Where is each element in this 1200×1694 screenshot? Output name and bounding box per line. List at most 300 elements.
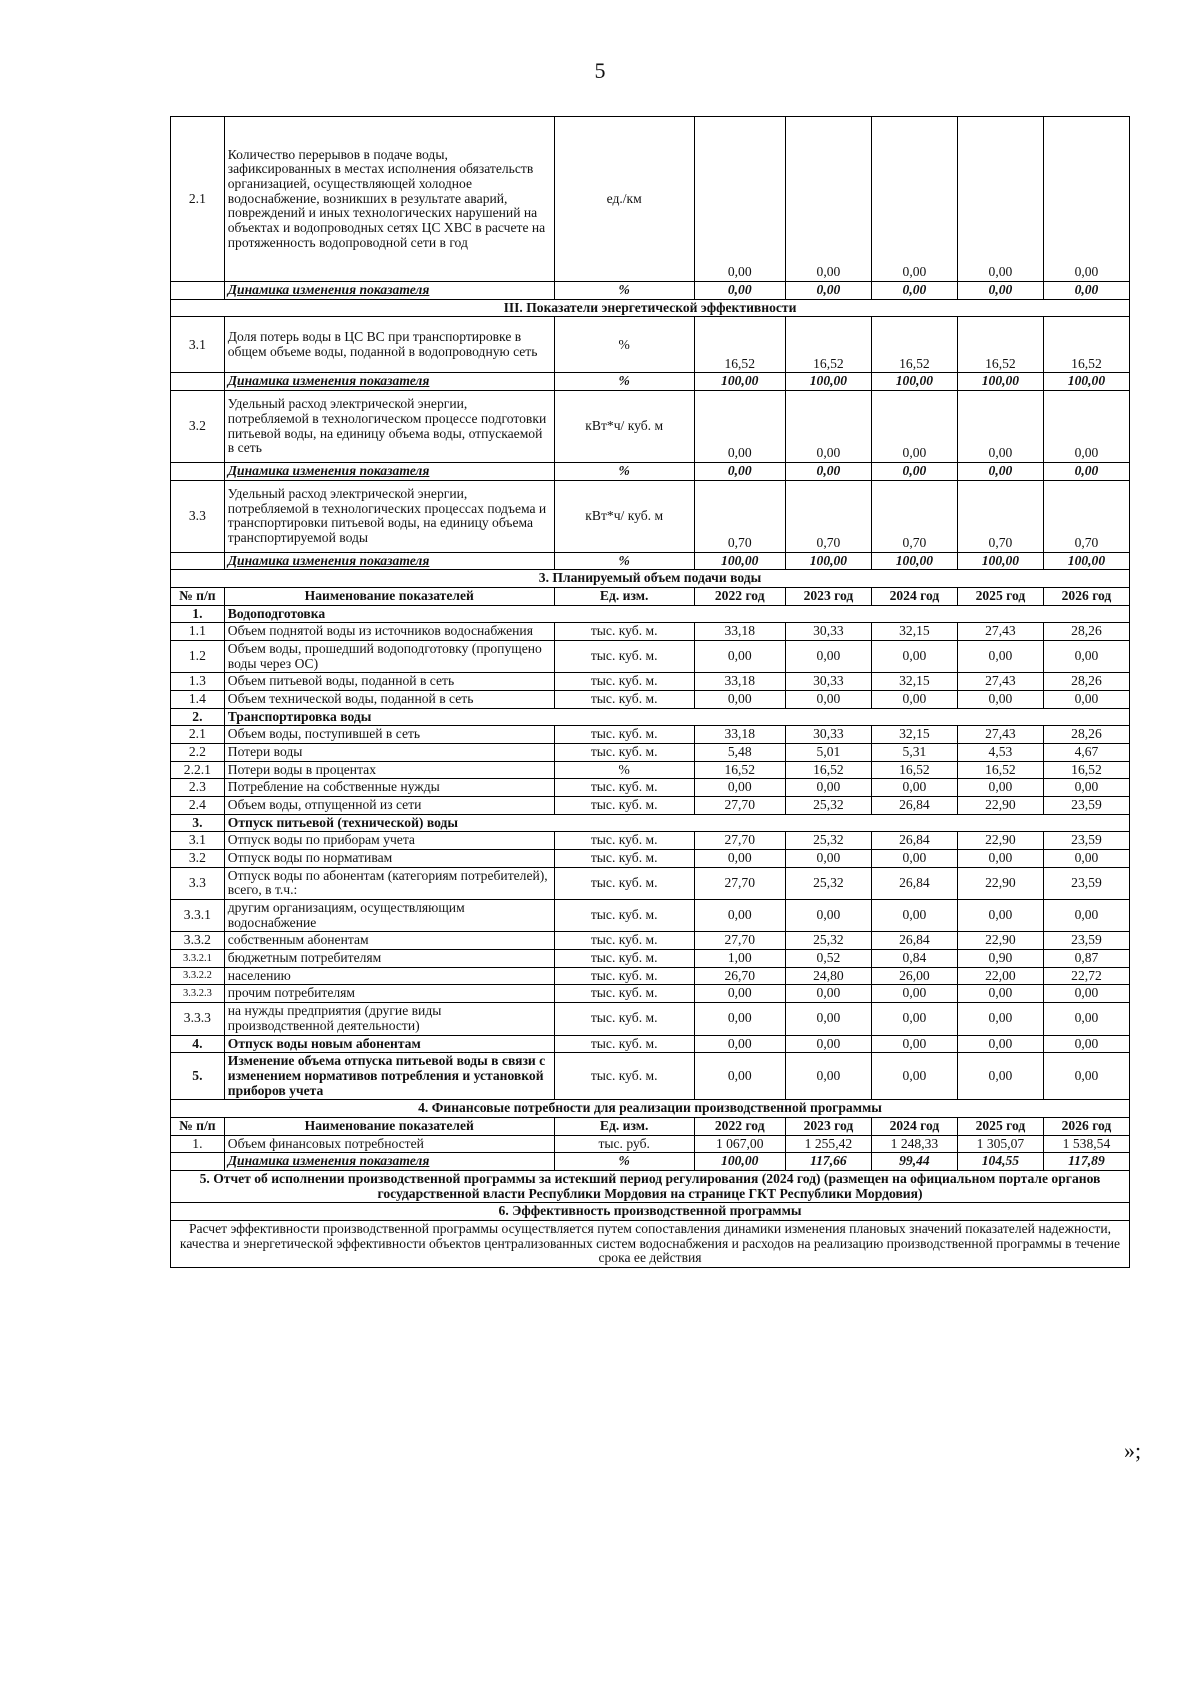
value-2022: 0,00 [694,1003,785,1035]
value-2025: 0,00 [957,391,1043,463]
indicator-name: Доля потерь воды в ЦС ВС при транспортировке в общем объеме воды, поданной в водопроводную сеть [224,317,554,373]
table-row [171,641,1130,673]
value-2024: 16,52 [871,317,957,373]
table-row [171,814,1130,832]
header-year: 2023 год [785,588,871,606]
value-2024: 0,70 [871,480,957,552]
value-2023: 0,00 [785,1053,871,1100]
indicator-name: Объем воды, отпущенной из сети [224,797,554,815]
header-year: 2023 год [785,1117,871,1135]
header-row [171,1117,1130,1135]
value-2025: 0,00 [957,1035,1043,1053]
value-2026: 1 538,54 [1043,1135,1129,1153]
unit-cell: тыс. куб. м. [554,641,694,673]
value-2023: 117,66 [785,1153,871,1171]
dynamics-label: Динамика изменения показателя [224,463,554,481]
value-2026: 100,00 [1043,373,1129,391]
value-2022: 0,00 [694,641,785,673]
value-2022: 33,18 [694,726,785,744]
unit-cell: % [554,373,694,391]
row-number: 1.4 [171,691,225,709]
value-2025: 0,00 [957,691,1043,709]
unit-cell: тыс. куб. м. [554,832,694,850]
table-row [171,1003,1130,1035]
header-year: 2022 год [694,1117,785,1135]
value-2026: 28,26 [1043,726,1129,744]
value-2024: 26,84 [871,932,957,950]
value-2024: 0,00 [871,641,957,673]
header-unit: Ед. изм. [554,588,694,606]
table-row [171,623,1130,641]
value-2022: 0,00 [694,779,785,797]
table-row [171,708,1130,726]
value-2026: 23,59 [1043,867,1129,899]
value-2026: 0,00 [1043,850,1129,868]
section-title: 3. Планируемый объем подачи воды [171,570,1130,588]
group-title: Транспортировка воды [224,708,1129,726]
unit-cell: тыс. куб. м. [554,673,694,691]
table-row [171,761,1130,779]
table-row [171,744,1130,762]
value-2022: 27,70 [694,932,785,950]
table-row [171,779,1130,797]
row-number: 3.1 [171,832,225,850]
value-2024: 0,00 [871,117,957,282]
indicator-name: Отпуск воды новым абонентам [224,1035,554,1053]
value-2025: 22,90 [957,932,1043,950]
value-2022: 16,52 [694,761,785,779]
row-number: 3.3.2.1 [171,950,225,968]
row-number: 2.1 [171,117,225,282]
value-2023: 0,00 [785,779,871,797]
row-number: 3.3.2 [171,932,225,950]
value-2023: 0,70 [785,480,871,552]
dynamics-label: Динамика изменения показателя [224,373,554,391]
value-2022: 100,00 [694,1153,785,1171]
value-2023: 0,00 [785,391,871,463]
value-2022: 0,00 [694,282,785,300]
unit-cell: тыс. куб. м. [554,985,694,1003]
value-2023: 25,32 [785,797,871,815]
unit-cell: тыс. куб. м. [554,850,694,868]
value-2024: 0,00 [871,1053,957,1100]
header-year: 2024 год [871,588,957,606]
unit-cell: ед./км [554,117,694,282]
section-title-row [171,1100,1130,1118]
indicator-name: Объем питьевой воды, поданной в сеть [224,673,554,691]
table-row [171,832,1130,850]
row-number: 3.3.3 [171,1003,225,1035]
dynamics-label: Динамика изменения показателя [224,282,554,300]
value-2022: 0,00 [694,1035,785,1053]
unit-cell: % [554,463,694,481]
table-row [171,985,1130,1003]
value-2022: 27,70 [694,797,785,815]
header-year: 2025 год [957,588,1043,606]
dynamics-row [171,463,1130,481]
table-row [171,932,1130,950]
section-title-row [171,570,1130,588]
indicator-name: Потери воды в процентах [224,761,554,779]
row-number: 3. [171,814,225,832]
row-number: 2. [171,708,225,726]
indicator-name: Потребление на собственные нужды [224,779,554,797]
indicator-name: другим организациям, осуществляющим водоснабжение [224,900,554,932]
indicator-name: Изменение объема отпуска питьевой воды в связи с изменением нормативов потребления и установкой приборов учета [224,1053,554,1100]
table-row [171,691,1130,709]
value-2026: 0,87 [1043,950,1129,968]
row-number: 1. [171,1135,225,1153]
value-2023: 0,52 [785,950,871,968]
value-2024: 26,84 [871,867,957,899]
table-row [171,605,1130,623]
unit-cell: тыс. куб. м. [554,900,694,932]
indicator-name: Объем воды, поступившей в сеть [224,726,554,744]
value-2024: 0,00 [871,900,957,932]
unit-cell: тыс. куб. м. [554,867,694,899]
row-number: 3.3 [171,867,225,899]
unit-cell: тыс. руб. [554,1135,694,1153]
header-row [171,588,1130,606]
indicator-name: на нужды предприятия (другие виды производственной деятельности) [224,1003,554,1035]
value-2025: 22,90 [957,832,1043,850]
row-number: 3.3.1 [171,900,225,932]
unit-cell: тыс. куб. м. [554,950,694,968]
group-title: Отпуск питьевой (технической) воды [224,814,1129,832]
value-2023: 0,00 [785,641,871,673]
unit-cell: тыс. куб. м. [554,1003,694,1035]
value-2024: 5,31 [871,744,957,762]
value-2026: 0,00 [1043,282,1129,300]
table-row [171,391,1130,463]
value-2025: 27,43 [957,673,1043,691]
value-2022: 0,00 [694,900,785,932]
indicator-name: собственным абонентам [224,932,554,950]
indicator-name: Объем поднятой воды из источников водоснабжения [224,623,554,641]
header-year: 2026 год [1043,1117,1129,1135]
value-2023: 30,33 [785,726,871,744]
value-2025: 0,00 [957,1003,1043,1035]
section-title: 6. Эффективность производственной программы [171,1203,1130,1221]
value-2023: 0,00 [785,463,871,481]
row-number: 1. [171,605,225,623]
value-2026: 0,00 [1043,641,1129,673]
value-2023: 0,00 [785,691,871,709]
value-2023: 16,52 [785,761,871,779]
indicator-name: Удельный расход электрической энергии, потребляемой в технологических процессах подъема и транспортировки питьевой воды, на единицу объема транспортируемой воды [224,480,554,552]
value-2026: 0,00 [1043,691,1129,709]
table-row [171,726,1130,744]
value-2023: 0,00 [785,850,871,868]
header-num: № п/п [171,1117,225,1135]
value-2025: 0,90 [957,950,1043,968]
indicator-name: Отпуск воды по абонентам (категориям потребителей), всего, в т.ч.: [224,867,554,899]
table-row [171,950,1130,968]
unit-cell: % [554,1153,694,1171]
indicator-name: Отпуск воды по приборам учета [224,832,554,850]
volume-table-body [171,605,1130,1099]
value-2025: 0,00 [957,900,1043,932]
value-2025: 16,52 [957,317,1043,373]
value-2023: 100,00 [785,552,871,570]
value-2022: 1,00 [694,950,785,968]
value-2026: 0,00 [1043,900,1129,932]
value-2025: 0,00 [957,463,1043,481]
program-indicators-table [170,116,1130,1268]
unit-cell: тыс. куб. м. [554,967,694,985]
table-row [171,117,1130,282]
value-2026: 0,70 [1043,480,1129,552]
value-2024: 0,00 [871,1003,957,1035]
value-2025: 104,55 [957,1153,1043,1171]
value-2024: 0,00 [871,691,957,709]
dynamics-row [171,552,1130,570]
value-2026: 0,00 [1043,391,1129,463]
value-2026: 16,52 [1043,761,1129,779]
value-2025: 4,53 [957,744,1043,762]
table-row [171,317,1130,373]
value-2025: 0,00 [957,282,1043,300]
value-2026: 0,00 [1043,1003,1129,1035]
table-row [171,850,1130,868]
dynamics-label: Динамика изменения показателя [224,552,554,570]
value-2024: 26,84 [871,832,957,850]
dynamics-row [171,282,1130,300]
value-2024: 0,00 [871,391,957,463]
value-2025: 100,00 [957,552,1043,570]
value-2024: 26,00 [871,967,957,985]
value-2023: 0,00 [785,117,871,282]
value-2026: 0,00 [1043,779,1129,797]
value-2025: 27,43 [957,726,1043,744]
value-2026: 23,59 [1043,797,1129,815]
value-2023: 5,01 [785,744,871,762]
row-number: 1.2 [171,641,225,673]
indicator-name: бюджетным потребителям [224,950,554,968]
section-title-row [171,299,1130,317]
indicator-name: Объем технической воды, поданной в сеть [224,691,554,709]
value-2023: 0,00 [785,1035,871,1053]
value-2022: 27,70 [694,867,785,899]
header-unit: Ед. изм. [554,1117,694,1135]
value-2023: 0,00 [785,985,871,1003]
table-row [171,967,1130,985]
unit-cell: % [554,317,694,373]
value-2026: 16,52 [1043,317,1129,373]
value-2025: 16,52 [957,761,1043,779]
value-2022: 26,70 [694,967,785,985]
row-number: 4. [171,1035,225,1053]
value-2023: 100,00 [785,373,871,391]
value-2022: 0,00 [694,1053,785,1100]
row-number: 1.3 [171,673,225,691]
value-2025: 0,70 [957,480,1043,552]
table-row [171,797,1130,815]
table-row [171,867,1130,899]
value-2025: 22,00 [957,967,1043,985]
row-number: 5. [171,1053,225,1100]
indicator-name: населению [224,967,554,985]
indicator-name: Потери воды [224,744,554,762]
value-2022: 100,00 [694,552,785,570]
indicator-name: Объем воды, прошедший водоподготовку (пропущено воды через ОС) [224,641,554,673]
row-number: 2.3 [171,779,225,797]
value-2022: 0,00 [694,463,785,481]
value-2024: 16,52 [871,761,957,779]
header-year: 2025 год [957,1117,1043,1135]
section-title-row [171,1203,1130,1221]
value-2022: 5,48 [694,744,785,762]
dynamics-label: Динамика изменения показателя [224,1153,554,1171]
value-2025: 0,00 [957,117,1043,282]
group-title: Водоподготовка [224,605,1129,623]
indicator-name: Количество перерывов в подаче воды, зафиксированных в местах исполнения обязательств организацией, осуществляющей холодное водоснабжение, возникших в результате аварий, повреждений и иных технологических нарушений на объектах и водопроводных сетях ЦС ХВС в расчете на протяженность водопроводной сети в год [224,117,554,282]
value-2026: 0,00 [1043,985,1129,1003]
row-number: 1.1 [171,623,225,641]
unit-cell: кВт*ч/ куб. м [554,391,694,463]
value-2022: 27,70 [694,832,785,850]
header-year: 2024 год [871,1117,957,1135]
value-2024: 0,00 [871,1035,957,1053]
value-2023: 0,00 [785,900,871,932]
row-number: 3.3.2.3 [171,985,225,1003]
value-2024: 0,00 [871,850,957,868]
value-2025: 1 305,07 [957,1135,1043,1153]
value-2023: 30,33 [785,623,871,641]
report-title: 5. Отчет об исполнении производственной программы за истекший период регулирования (2024 год) (размещен на официальном портале органов государственной власти Республики Мордовия на странице ГКТ Республики Мордовия) [171,1170,1130,1202]
closing-quote-mark: »; [1124,1438,1142,1463]
value-2024: 26,84 [871,797,957,815]
value-2025: 0,00 [957,641,1043,673]
unit-cell: тыс. куб. м. [554,691,694,709]
value-2026: 23,59 [1043,832,1129,850]
indicator-name: Отпуск воды по нормативам [224,850,554,868]
unit-cell: % [554,761,694,779]
unit-cell: тыс. куб. м. [554,932,694,950]
page-number: 5 [594,58,606,83]
value-2024: 32,15 [871,726,957,744]
value-2025: 0,00 [957,985,1043,1003]
unit-cell: тыс. куб. м. [554,623,694,641]
table-row [171,673,1130,691]
value-2022: 0,00 [694,985,785,1003]
indicator-name: прочим потребителям [224,985,554,1003]
value-2026: 0,00 [1043,1035,1129,1053]
section-title-row [171,1170,1130,1202]
indicator-name: Удельный расход электрической энергии, потребляемой в технологическом процессе подготовки питьевой воды, на единицу объема воды, отпускаемой в сеть [224,391,554,463]
value-2024: 1 248,33 [871,1135,957,1153]
dynamics-row [171,1153,1130,1171]
unit-cell: кВт*ч/ куб. м [554,480,694,552]
header-year: 2022 год [694,588,785,606]
note-row [171,1220,1130,1267]
value-2026: 22,72 [1043,967,1129,985]
value-2026: 0,00 [1043,1053,1129,1100]
row-number: 2.2.1 [171,761,225,779]
value-2025: 100,00 [957,373,1043,391]
value-2023: 25,32 [785,867,871,899]
value-2026: 0,00 [1043,463,1129,481]
table-row [171,1053,1130,1100]
row-number: 2.2 [171,744,225,762]
table-row [171,900,1130,932]
value-2022: 1 067,00 [694,1135,785,1153]
row-number: 3.1 [171,317,225,373]
value-2025: 22,90 [957,797,1043,815]
value-2026: 28,26 [1043,673,1129,691]
row-number: 2.1 [171,726,225,744]
value-2023: 25,32 [785,932,871,950]
value-2024: 0,00 [871,282,957,300]
value-2022: 33,18 [694,623,785,641]
value-2024: 0,84 [871,950,957,968]
value-2023: 1 255,42 [785,1135,871,1153]
unit-cell: тыс. куб. м. [554,1035,694,1053]
value-2022: 16,52 [694,317,785,373]
value-2023: 16,52 [785,317,871,373]
value-2025: 0,00 [957,1053,1043,1100]
value-2022: 0,00 [694,691,785,709]
value-2025: 27,43 [957,623,1043,641]
value-2024: 100,00 [871,552,957,570]
table-row [171,1135,1130,1153]
table-row [171,1035,1130,1053]
value-2024: 100,00 [871,373,957,391]
value-2024: 0,00 [871,463,957,481]
row-number: 3.3.2.2 [171,967,225,985]
row-number: 2.4 [171,797,225,815]
value-2026: 4,67 [1043,744,1129,762]
header-name: Наименование показателей [224,588,554,606]
unit-cell: тыс. куб. м. [554,726,694,744]
value-2024: 0,00 [871,985,957,1003]
value-2024: 32,15 [871,673,957,691]
table-row [171,480,1130,552]
value-2023: 0,00 [785,282,871,300]
value-2026: 117,89 [1043,1153,1129,1171]
value-2023: 24,80 [785,967,871,985]
section-title: III. Показатели энергетической эффективности [171,299,1130,317]
section-title: 4. Финансовые потребности для реализации производственной программы [171,1100,1130,1118]
value-2026: 0,00 [1043,117,1129,282]
value-2026: 23,59 [1043,932,1129,950]
efficiency-text: Расчет эффективности производственной программы осуществляется путем сопоставления динамики изменения плановых значений показателей надежности, качества и энергетической эффективности объектов централизованных систем водоснабжения и расходов на реализацию производственной программы в течение срока ее действия [171,1220,1130,1267]
value-2026: 100,00 [1043,552,1129,570]
value-2026: 28,26 [1043,623,1129,641]
value-2025: 0,00 [957,779,1043,797]
value-2022: 0,70 [694,480,785,552]
value-2022: 0,00 [694,850,785,868]
header-num: № п/п [171,588,225,606]
dynamics-row [171,373,1130,391]
unit-cell: % [554,282,694,300]
header-year: 2026 год [1043,588,1129,606]
row-number: 3.3 [171,480,225,552]
value-2022: 0,00 [694,391,785,463]
row-number: 3.2 [171,850,225,868]
value-2024: 0,00 [871,779,957,797]
unit-cell: тыс. куб. м. [554,1053,694,1100]
unit-cell: тыс. куб. м. [554,744,694,762]
value-2024: 32,15 [871,623,957,641]
value-2025: 22,90 [957,867,1043,899]
value-2022: 100,00 [694,373,785,391]
value-2024: 99,44 [871,1153,957,1171]
unit-cell: тыс. куб. м. [554,779,694,797]
value-2023: 0,00 [785,1003,871,1035]
value-2023: 30,33 [785,673,871,691]
value-2022: 0,00 [694,117,785,282]
